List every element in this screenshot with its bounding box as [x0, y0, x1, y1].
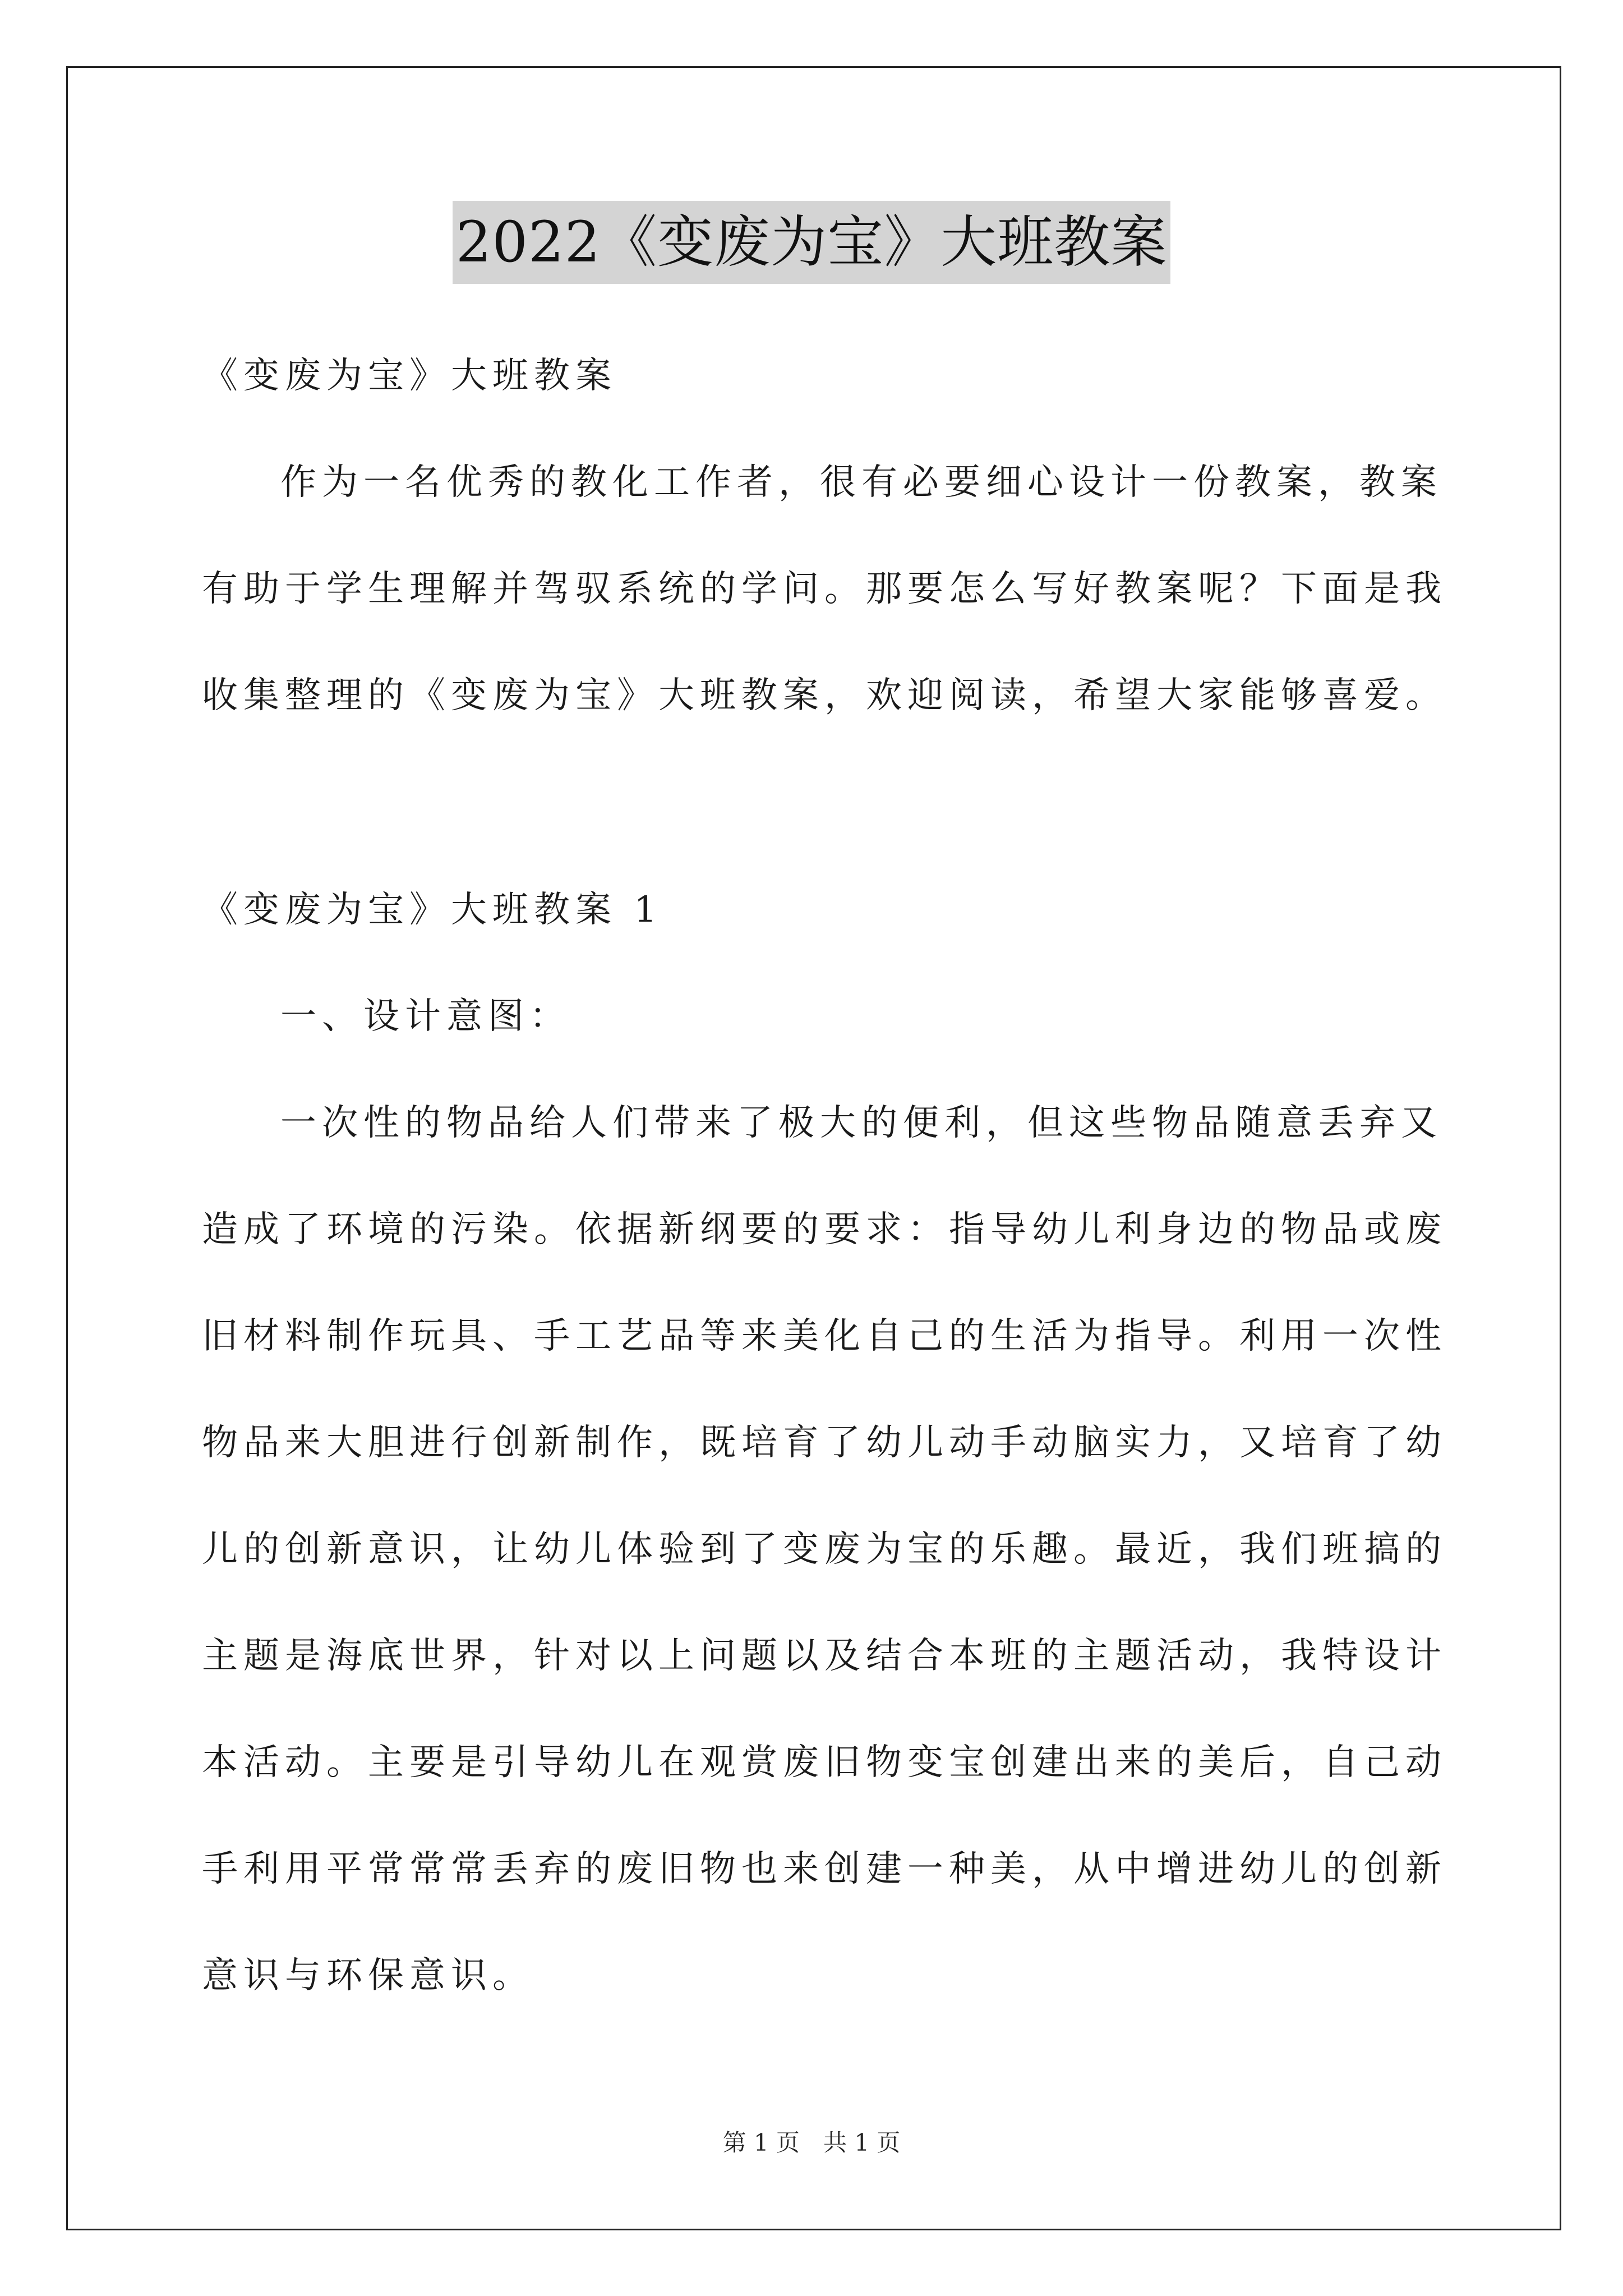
document-title: 2022《变废为宝》大班教案 [453, 201, 1171, 284]
body-line-1: 一次性的物品给人们带来了极大的便利，但这些物品随意丢弃又 [280, 1102, 1442, 1144]
intro-line-3: 收集整理的《变废为宝》大班教案，欢迎阅读，希望大家能够喜爱。 [202, 675, 1447, 716]
section-heading: 《变废为宝》大班教案 1 [202, 889, 663, 931]
page-footer: 第 1 页 共 1 页 [722, 2129, 901, 2156]
title-container [0, 201, 1623, 284]
intro-line-1: 作为一名优秀的教化工作者，很有必要细心设计一份教案，教案 [280, 462, 1442, 503]
body-line-8: 手利用平常常常丢弃的废旧物也来创建一种美，从中增进幼儿的创新 [202, 1848, 1447, 1890]
body-line-3: 旧材料制作玩具、手工艺品等来美化自己的生活为指导。利用一次性 [202, 1315, 1447, 1357]
body-line-4: 物品来大胆进行创新制作，既培育了幼儿动手动脑实力，又培育了幼 [202, 1422, 1447, 1464]
document-subtitle: 《变废为宝》大班教案 [202, 355, 617, 397]
body-line-5: 儿的创新意识，让幼儿体验到了变废为宝的乐趣。最近，我们班搞的 [202, 1529, 1447, 1570]
subsection-heading: 一、设计意图： [280, 996, 571, 1037]
body-line-7: 本活动。主要是引导幼儿在观赏废旧物变宝创建出来的美后，自己动 [202, 1742, 1447, 1783]
intro-line-2: 有助于学生理解并驾驭系统的学问。那要怎么写好教案呢？下面是我 [202, 568, 1447, 610]
body-line-2: 造成了环境的污染。依据新纲要的要求：指导幼儿利身边的物品或废 [202, 1209, 1447, 1250]
body-line-9: 意识与环保意识。 [202, 1955, 534, 1996]
body-line-6: 主题是海底世界，针对以上问题以及结合本班的主题活动，我特设计 [202, 1635, 1447, 1677]
